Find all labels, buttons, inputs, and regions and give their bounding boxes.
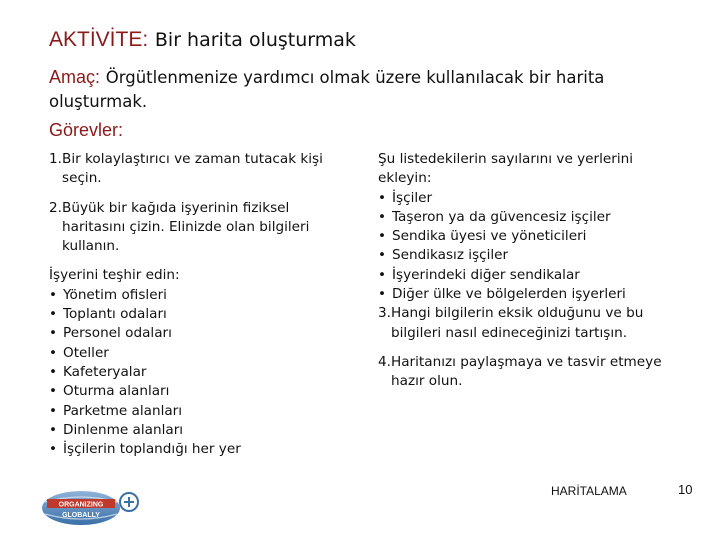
list-item xyxy=(49,440,349,459)
logo-text-line2: GLOBALLY xyxy=(62,512,100,519)
list-item xyxy=(378,227,678,246)
list-item-text: İşçilerin toplandığı her yer xyxy=(63,441,241,458)
list-item-text: Kafeteryalar xyxy=(63,363,147,380)
bullet-icon: • xyxy=(378,189,387,206)
purpose-paragraph xyxy=(49,65,689,114)
bullet-icon: • xyxy=(49,344,58,361)
list-item xyxy=(49,382,349,401)
list-item xyxy=(49,324,349,343)
purpose-label: Amaç: xyxy=(49,67,101,87)
list-item xyxy=(378,266,678,285)
bullet-icon: • xyxy=(49,441,58,458)
list-item xyxy=(49,421,349,440)
logo-text-line1: ORGANIZING xyxy=(58,501,104,509)
title-activity-label: AKTİVİTE: xyxy=(49,28,149,51)
task-number: 2. xyxy=(49,199,62,216)
list-item-text: Taşeron ya da güvencesiz işçiler xyxy=(392,208,611,225)
bullet-icon: • xyxy=(49,363,58,380)
list-item-text: Personel odaları xyxy=(63,325,172,342)
add-list xyxy=(378,189,678,305)
list-item-text: Diğer ülke ve bölgelerden işyerleri xyxy=(392,286,626,303)
list-item-text: İşyerindeki diğer sendikalar xyxy=(392,266,580,283)
display-list xyxy=(49,286,349,460)
bullet-icon: • xyxy=(378,266,387,283)
list-item xyxy=(49,286,349,305)
list-item xyxy=(49,305,349,324)
task-number: 1. xyxy=(49,151,62,167)
bullet-icon: • xyxy=(49,421,58,438)
bullet-icon: • xyxy=(378,247,387,264)
right-column xyxy=(378,150,678,402)
list-item-text: Dinlenme alanları xyxy=(63,421,184,438)
add-intro: Şu listedekilerin sayılarını ve yerlerini ekleyin: xyxy=(378,151,634,187)
title-activity-name: Bir harita oluşturmak xyxy=(154,29,356,51)
task-text: Hangi bilgilerin eksik olduğunu ve bu bilgileri nasıl edineceğinizi tartışın. xyxy=(391,305,644,341)
list-item-text: Oturma alanları xyxy=(63,383,170,400)
task-number: 4. xyxy=(378,353,391,370)
task-item-2 xyxy=(49,199,349,257)
bullet-icon: • xyxy=(49,402,58,419)
list-item-text: İşçiler xyxy=(392,189,433,206)
task-item-3 xyxy=(378,304,678,343)
list-item-text: Parketme alanları xyxy=(63,402,183,419)
bullet-icon: • xyxy=(378,208,387,225)
purpose-text: Örgütlenmenize yardımcı olmak üzere kullanılacak bir harita oluşturmak. xyxy=(49,68,605,111)
organizing-globally-logo xyxy=(41,490,143,526)
bullet-icon: • xyxy=(378,228,387,245)
list-item xyxy=(378,246,678,265)
bullet-icon: • xyxy=(378,286,387,303)
tasks-heading: Görevler: xyxy=(49,120,124,140)
task-item-1 xyxy=(49,150,349,189)
list-item xyxy=(49,344,349,363)
bullet-icon: • xyxy=(49,286,58,303)
task-number: 3. xyxy=(378,305,391,322)
list-item xyxy=(378,285,678,304)
list-item xyxy=(378,189,678,208)
bullet-icon: • xyxy=(49,306,58,323)
list-item-text: Sendikasız işçiler xyxy=(392,247,509,264)
list-item-text: Oteller xyxy=(63,344,109,361)
task-text: Haritanızı paylaşmaya ve tasvir etmeye hazır olun. xyxy=(391,353,662,390)
footer-section-label: HARİTALAMA xyxy=(551,484,627,498)
list-item xyxy=(378,208,678,227)
bullet-icon: • xyxy=(49,383,58,400)
list-item-text: Yönetim ofisleri xyxy=(63,286,167,303)
left-column xyxy=(49,150,349,459)
page-number: 10 xyxy=(678,482,693,497)
task-text: Büyük bir kağıda işyerinin fiziksel haritasını çizin. Elinizde olan bilgileri kullanın. xyxy=(62,199,310,255)
list-item-text: Sendika üyesi ve yöneticileri xyxy=(392,228,587,245)
bullet-icon: • xyxy=(49,325,58,342)
task-item-4 xyxy=(378,353,678,392)
slide-title xyxy=(49,26,356,53)
list-item-text: Toplantı odaları xyxy=(63,306,167,323)
display-intro: İşyerini teşhir edin: xyxy=(49,267,180,284)
list-item xyxy=(49,363,349,382)
list-item xyxy=(49,402,349,421)
task-text: Bir kolaylaştırıcı ve zaman tutacak kişi seçin. xyxy=(62,151,323,187)
